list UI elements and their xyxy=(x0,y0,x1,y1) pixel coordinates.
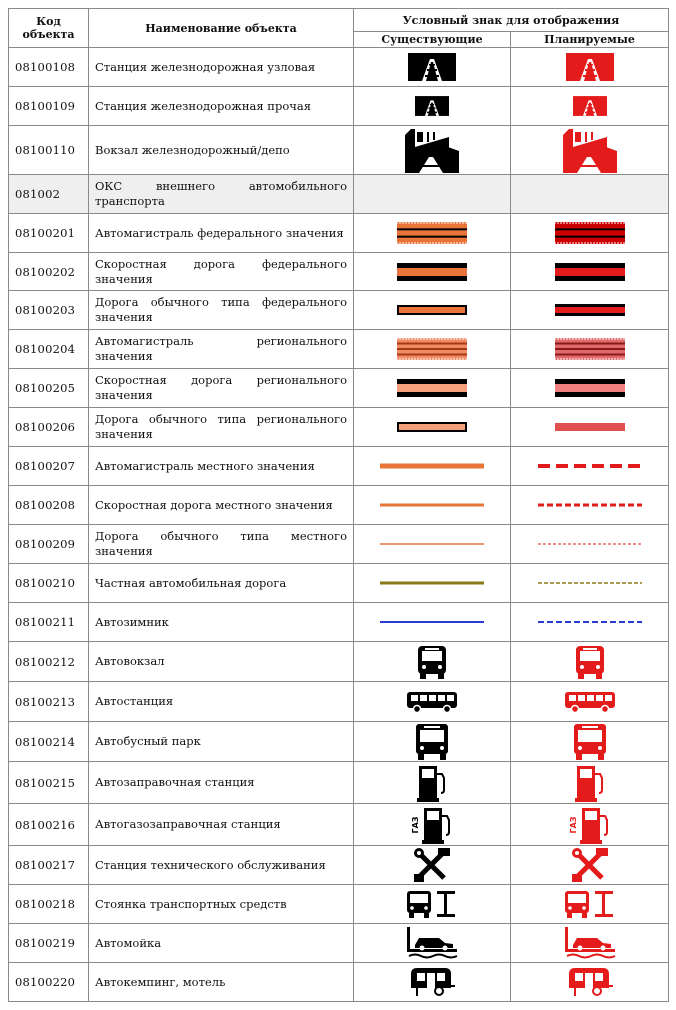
planned-symbol xyxy=(511,175,669,214)
planned-symbol xyxy=(511,408,669,447)
object-code: 08100205 xyxy=(9,369,89,408)
object-name: Дорога обычного типа регионального значения xyxy=(89,408,354,447)
existing-symbol xyxy=(354,48,511,87)
planned-symbol xyxy=(511,642,669,682)
table-row xyxy=(9,804,669,846)
existing-symbol xyxy=(354,603,511,642)
table-row xyxy=(9,175,669,214)
table-row xyxy=(9,722,669,762)
regional-expressway-icon xyxy=(397,379,467,397)
rail-terminal-icon xyxy=(405,127,459,173)
planned-symbol xyxy=(511,525,669,564)
rail-station-other-icon xyxy=(415,96,449,116)
private-road-icon xyxy=(380,578,484,588)
planned-rail-station-junction-icon xyxy=(566,53,614,81)
legend-table xyxy=(8,8,669,1002)
object-name: Станция железнодорожная прочая xyxy=(89,87,354,126)
existing-symbol xyxy=(354,963,511,1002)
table-row xyxy=(9,885,669,924)
header-planned: Планируемые xyxy=(511,32,669,48)
winter-road-icon xyxy=(380,617,484,627)
planned-service-station-icon xyxy=(572,848,608,882)
object-name: Автовокзал xyxy=(89,642,354,682)
existing-symbol xyxy=(354,214,511,253)
planned-symbol xyxy=(511,291,669,330)
object-code: 08100206 xyxy=(9,408,89,447)
object-code: 08100220 xyxy=(9,963,89,1002)
planned-local-expressway-icon xyxy=(538,500,642,510)
object-code: 08100212 xyxy=(9,642,89,682)
object-code: 08100219 xyxy=(9,924,89,963)
planned-symbol xyxy=(511,762,669,804)
federal-expressway-icon xyxy=(397,263,467,281)
object-name: Автомагистраль регионального значения xyxy=(89,330,354,369)
existing-symbol xyxy=(354,253,511,291)
planned-regional-road-icon xyxy=(555,419,625,435)
object-name: Автомагистраль местного значения xyxy=(89,447,354,486)
table-row xyxy=(9,447,669,486)
fuel-station-icon xyxy=(417,764,447,802)
planned-car-wash-icon xyxy=(565,927,615,959)
table-row xyxy=(9,253,669,291)
existing-symbol xyxy=(354,330,511,369)
table-row xyxy=(9,603,669,642)
existing-symbol xyxy=(354,486,511,525)
table-row xyxy=(9,87,669,126)
existing-symbol xyxy=(354,846,511,885)
object-name: Скоростная дорога федерального значения xyxy=(89,253,354,291)
planned-winter-road-icon xyxy=(538,617,642,627)
planned-camping-icon xyxy=(567,966,613,998)
table-row xyxy=(9,408,669,447)
table-row xyxy=(9,126,669,175)
table-row xyxy=(9,214,669,253)
object-name: ОКС внешнего автомобильного транспорта xyxy=(89,175,354,214)
existing-symbol xyxy=(354,885,511,924)
federal-road-icon xyxy=(397,304,467,316)
object-code: 08100109 xyxy=(9,87,89,126)
planned-symbol xyxy=(511,885,669,924)
planned-symbol xyxy=(511,682,669,722)
table-row xyxy=(9,762,669,804)
header-symbol: Условный знак для отображения xyxy=(354,9,669,32)
object-code: 08100216 xyxy=(9,804,89,846)
object-name: Скоростная дорога местного значения xyxy=(89,486,354,525)
table-row xyxy=(9,924,669,963)
existing-symbol xyxy=(354,804,511,846)
object-code: 08100201 xyxy=(9,214,89,253)
object-name: Автозимник xyxy=(89,603,354,642)
svg-text:ГАЗ: ГАЗ xyxy=(568,816,578,833)
object-code: 08100108 xyxy=(9,48,89,87)
object-name: Станция технического обслуживания xyxy=(89,846,354,885)
table-row xyxy=(9,486,669,525)
planned-fuel-station-icon xyxy=(575,764,605,802)
car-wash-icon xyxy=(407,927,457,959)
object-name: Стоянка транспортных средств xyxy=(89,885,354,924)
object-name: Скоростная дорога регионального значения xyxy=(89,369,354,408)
existing-symbol xyxy=(354,175,511,214)
table-row xyxy=(9,682,669,722)
object-code: 08100209 xyxy=(9,525,89,564)
existing-symbol xyxy=(354,126,511,175)
planned-symbol xyxy=(511,447,669,486)
object-name: Автобусный парк xyxy=(89,722,354,762)
existing-symbol xyxy=(354,525,511,564)
object-code: 081002 xyxy=(9,175,89,214)
planned-symbol xyxy=(511,369,669,408)
header-code: Код объекта xyxy=(9,9,89,48)
object-code: 08100213 xyxy=(9,682,89,722)
regional-road-icon xyxy=(397,420,467,434)
planned-symbol xyxy=(511,486,669,525)
existing-symbol xyxy=(354,642,511,682)
existing-symbol xyxy=(354,924,511,963)
object-name: Автогазозаправочная станция xyxy=(89,804,354,846)
object-code: 08100203 xyxy=(9,291,89,330)
object-name: Автомойка xyxy=(89,924,354,963)
planned-federal-motorway-icon xyxy=(555,222,625,244)
federal-motorway-icon xyxy=(397,222,467,244)
existing-symbol xyxy=(354,682,511,722)
bus-terminal-icon xyxy=(416,645,448,679)
planned-symbol xyxy=(511,846,669,885)
object-code: 08100204 xyxy=(9,330,89,369)
object-code: 08100211 xyxy=(9,603,89,642)
planned-symbol xyxy=(511,87,669,126)
planned-regional-expressway-icon xyxy=(555,379,625,397)
planned-private-road-icon xyxy=(538,578,642,588)
existing-symbol xyxy=(354,291,511,330)
service-station-icon xyxy=(414,848,450,882)
gas-station-icon xyxy=(412,806,452,844)
planned-symbol xyxy=(511,126,669,175)
planned-symbol xyxy=(511,963,669,1002)
planned-federal-expressway-icon xyxy=(555,263,625,281)
object-name: Автомагистраль федерального значения xyxy=(89,214,354,253)
planned-symbol xyxy=(511,722,669,762)
table-row xyxy=(9,963,669,1002)
object-code: 08100215 xyxy=(9,762,89,804)
planned-symbol xyxy=(511,48,669,87)
object-code: 08100217 xyxy=(9,846,89,885)
planned-symbol xyxy=(511,214,669,253)
object-code: 08100110 xyxy=(9,126,89,175)
table-row xyxy=(9,48,669,87)
existing-symbol xyxy=(354,87,511,126)
planned-symbol xyxy=(511,564,669,603)
bus-station-icon xyxy=(407,691,457,713)
planned-symbol xyxy=(511,804,669,846)
object-name: Автостанция xyxy=(89,682,354,722)
planned-symbol xyxy=(511,253,669,291)
planned-bus-station-icon xyxy=(565,691,615,713)
local-expressway-icon xyxy=(380,500,484,510)
planned-federal-road-icon xyxy=(555,304,625,316)
object-name: Станция железнодорожная узловая xyxy=(89,48,354,87)
planned-rail-station-other-icon xyxy=(573,96,607,116)
object-code: 08100208 xyxy=(9,486,89,525)
object-name: Автокемпинг, мотель xyxy=(89,963,354,1002)
existing-symbol xyxy=(354,762,511,804)
object-code: 08100210 xyxy=(9,564,89,603)
table-row xyxy=(9,525,669,564)
object-name: Автозаправочная станция xyxy=(89,762,354,804)
local-motorway-icon xyxy=(380,461,484,471)
object-name: Вокзал железнодорожный/депо xyxy=(89,126,354,175)
camping-icon xyxy=(409,966,455,998)
existing-symbol xyxy=(354,369,511,408)
object-code: 08100207 xyxy=(9,447,89,486)
planned-rail-terminal-icon xyxy=(563,127,617,173)
object-code: 08100218 xyxy=(9,885,89,924)
object-code: 08100202 xyxy=(9,253,89,291)
planned-regional-motorway-icon xyxy=(555,338,625,360)
planned-bus-depot-icon xyxy=(572,724,608,760)
planned-symbol xyxy=(511,603,669,642)
local-road-icon xyxy=(380,539,484,549)
svg-text:ГАЗ: ГАЗ xyxy=(411,816,420,833)
planned-local-motorway-icon xyxy=(538,461,642,471)
table-row xyxy=(9,330,669,369)
planned-parking-icon xyxy=(565,889,615,919)
table-row xyxy=(9,642,669,682)
table-row xyxy=(9,846,669,885)
planned-symbol xyxy=(511,330,669,369)
table-row xyxy=(9,291,669,330)
existing-symbol xyxy=(354,447,511,486)
table-row xyxy=(9,369,669,408)
planned-bus-terminal-icon xyxy=(574,645,606,679)
regional-motorway-icon xyxy=(397,338,467,360)
header-name: Наименование объекта xyxy=(89,9,354,48)
object-name: Частная автомобильная дорога xyxy=(89,564,354,603)
table-row xyxy=(9,564,669,603)
existing-symbol xyxy=(354,722,511,762)
planned-symbol xyxy=(511,924,669,963)
header-existing: Существующие xyxy=(354,32,511,48)
object-name: Дорога обычного типа федерального значения xyxy=(89,291,354,330)
object-code: 08100214 xyxy=(9,722,89,762)
object-name: Дорога обычного типа местного значения xyxy=(89,525,354,564)
existing-symbol xyxy=(354,564,511,603)
planned-local-road-icon xyxy=(538,539,642,549)
rail-station-junction-icon xyxy=(408,53,456,81)
bus-depot-icon xyxy=(414,724,450,760)
planned-gas-station-icon xyxy=(570,806,610,844)
existing-symbol xyxy=(354,408,511,447)
parking-icon xyxy=(407,889,457,919)
